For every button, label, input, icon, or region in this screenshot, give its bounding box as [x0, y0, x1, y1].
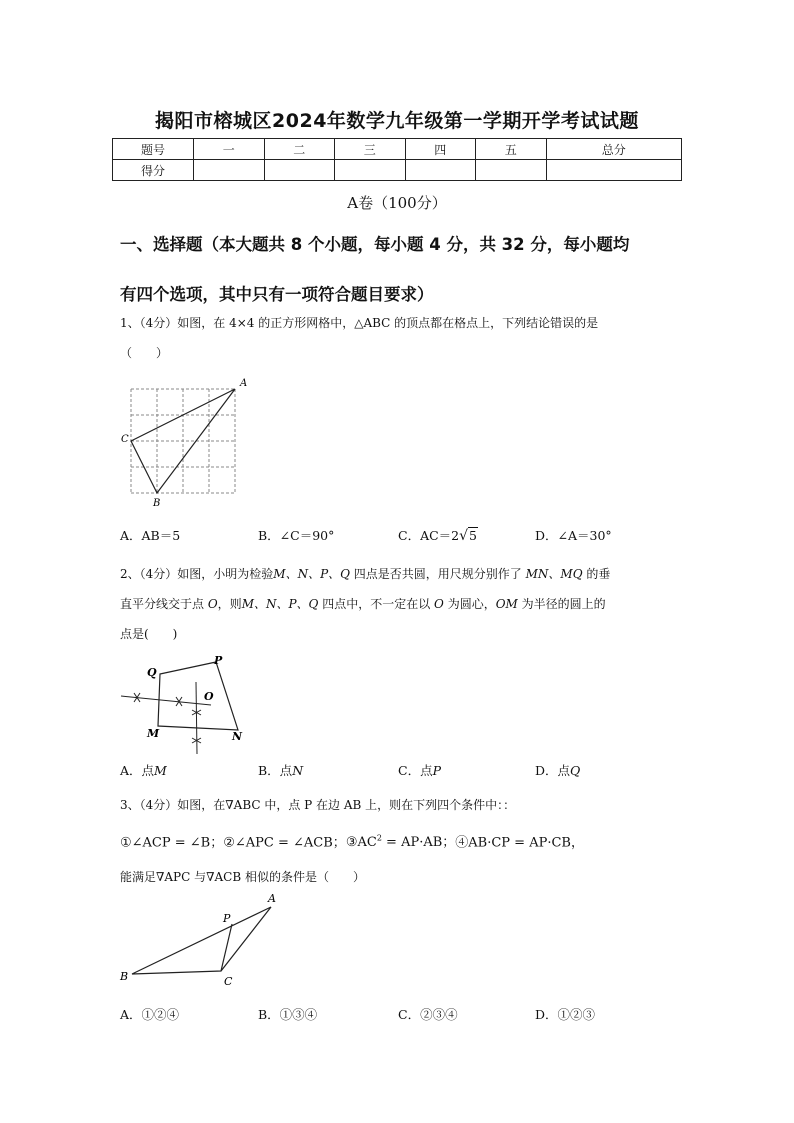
q2-perp-bisector-mn: [196, 682, 197, 754]
q2-option-a-var: M: [154, 763, 167, 778]
q2-points: M、N、P、Q: [273, 567, 350, 581]
q2-option-d: [535, 761, 580, 779]
q2-option-c: [398, 761, 441, 779]
q2-quadrilateral-mnpq: [158, 662, 238, 730]
q3-triangle-abc: [132, 907, 271, 974]
page-title: 揭阳市榕城区2024年数学九年级第一学期开学考试试题: [155, 110, 639, 132]
score-cell: [335, 160, 406, 181]
q2-label-m: M: [147, 727, 160, 740]
q2-text: 的垂: [582, 567, 611, 581]
q2-segments: MN、MQ: [525, 567, 583, 581]
score-cell: [405, 160, 476, 181]
q1-stem-line1: 1、（4分）如图，在 4×4 的正方形网格中，△ABC 的顶点都在格点上，下列结论错误的是: [120, 316, 599, 330]
q2-option-d-prefix: D．点: [535, 763, 571, 778]
score-cell: [476, 160, 547, 181]
q3-stem-line3: 能满足∇APC 与∇ACB 相似的条件是（ ）: [120, 870, 365, 885]
q3-condition-1: ①∠ACP = ∠B；: [120, 835, 224, 851]
q1-blank: （ ）: [120, 346, 169, 360]
q2-text: 为半径的圆上的: [517, 597, 606, 611]
q1-option-c-radicand: 5: [469, 528, 477, 543]
q2-text: 2、（4分）如图，小明为检验: [120, 567, 274, 581]
q1-grid-lines: [131, 389, 235, 493]
q2-text: 四点中，不一定在以: [318, 597, 435, 611]
q2-label-o: O: [204, 690, 214, 703]
q2-text: 四点是否共圆，用尺规分别作了: [349, 567, 526, 581]
q1-label-c: C: [121, 434, 129, 445]
score-cell: [194, 160, 265, 181]
score-header-cell: 五: [476, 139, 547, 160]
part1-heading-line2: 有四个选项，其中只有一项符合题目要求）: [120, 285, 434, 304]
q2-text: ，则: [217, 597, 242, 611]
q3-condition-3: [346, 835, 455, 850]
q3-conditions: [120, 822, 680, 860]
q1-option-c: [398, 526, 478, 544]
q2-label-p: P: [214, 654, 223, 667]
q2-radius: OM: [495, 597, 518, 611]
q1-label-b: B: [153, 498, 161, 509]
score-header-cell: 题号: [113, 139, 194, 160]
q3-stem: [120, 788, 680, 894]
q3-triangle-figure: [116, 890, 286, 990]
q3-label-a: A: [268, 892, 276, 905]
q2-stem-line1: [120, 559, 680, 589]
q2-option-c-var: P: [432, 763, 441, 778]
q2-stem-line2: [120, 589, 680, 619]
q3-label-p: P: [223, 912, 231, 925]
score-cell: [546, 160, 682, 181]
score-header-cell: 二: [264, 139, 335, 160]
q1-options: [0, 526, 794, 546]
q1-option-d: D．∠A＝30°: [535, 528, 612, 543]
score-table-score-row: [113, 160, 682, 181]
q2-text: 直平分线交于点: [120, 597, 208, 611]
q2-option-c-prefix: C．点: [398, 763, 433, 778]
q2-option-b-prefix: B．点: [258, 763, 293, 778]
score-header-cell: 四: [405, 139, 476, 160]
q2-option-d-var: Q: [570, 763, 581, 778]
q3-condition-4: ④AB·CP = AP·CB，: [455, 835, 584, 851]
q2-stem: [120, 559, 680, 649]
q2-text: 为圆心，: [443, 597, 496, 611]
sqrt-sign: √: [459, 528, 469, 544]
q2-quadrilateral-figure: [116, 654, 256, 756]
q2-label-n: N: [232, 730, 243, 743]
q2-point-o: O: [207, 597, 218, 611]
q3-option-b: B．①③④: [258, 1007, 318, 1022]
part1-heading-line1: 一、选择题（本大题共 8 个小题，每小题 4 分，共 32 分，每小题均: [120, 235, 630, 254]
q3-condition-3-exponent: 2: [376, 834, 382, 843]
q3-label-b: B: [120, 970, 129, 983]
q3-condition-3-text: = AP·AB；: [381, 835, 456, 851]
q2-option-a: [120, 761, 167, 779]
q3-stem-line1: 3、（4分）如图，在∇ABC 中，点 P 在边 AB 上，则在下列四个条件中：：: [120, 798, 516, 812]
score-header-cell: 总分: [546, 139, 682, 160]
q2-option-b-var: N: [292, 763, 304, 778]
q3-condition-3-text: ③AC: [345, 835, 377, 851]
score-table: [112, 138, 682, 181]
q3-options: [0, 1005, 794, 1025]
q3-option-c: C．②③④: [398, 1007, 458, 1022]
q2-options: [0, 761, 794, 781]
q2-label-q: Q: [147, 666, 157, 679]
part1-heading: [120, 220, 680, 320]
q1-option-c-prefix: C．AC＝2: [398, 528, 460, 543]
score-cell: [264, 160, 335, 181]
q3-option-a: A．①②④: [120, 1007, 180, 1022]
q1-stem: [120, 308, 680, 368]
score-table-header-row: [113, 139, 682, 160]
q3-option-d: D．①②③: [535, 1007, 596, 1022]
q1-grid-figure: [118, 374, 258, 509]
q3-label-c: C: [224, 975, 233, 988]
q2-stem-line3: 点是( ): [120, 627, 178, 641]
score-header-cell: 一: [194, 139, 265, 160]
q1-option-a: A．AB＝5: [120, 528, 181, 543]
score-row-label: 得分: [113, 160, 194, 181]
q1-label-a: A: [240, 378, 248, 389]
q3-condition-2: ②∠APC = ∠ACB；: [223, 835, 346, 851]
q2-points: M、N、P、Q: [241, 597, 319, 611]
q2-option-a-prefix: A．点: [120, 763, 155, 778]
score-header-cell: 三: [335, 139, 406, 160]
q1-option-b: B．∠C＝90°: [258, 528, 335, 543]
q2-point-o: O: [434, 597, 444, 611]
q2-option-b: [258, 761, 303, 779]
section-a-heading: A卷（100分）: [347, 194, 447, 212]
